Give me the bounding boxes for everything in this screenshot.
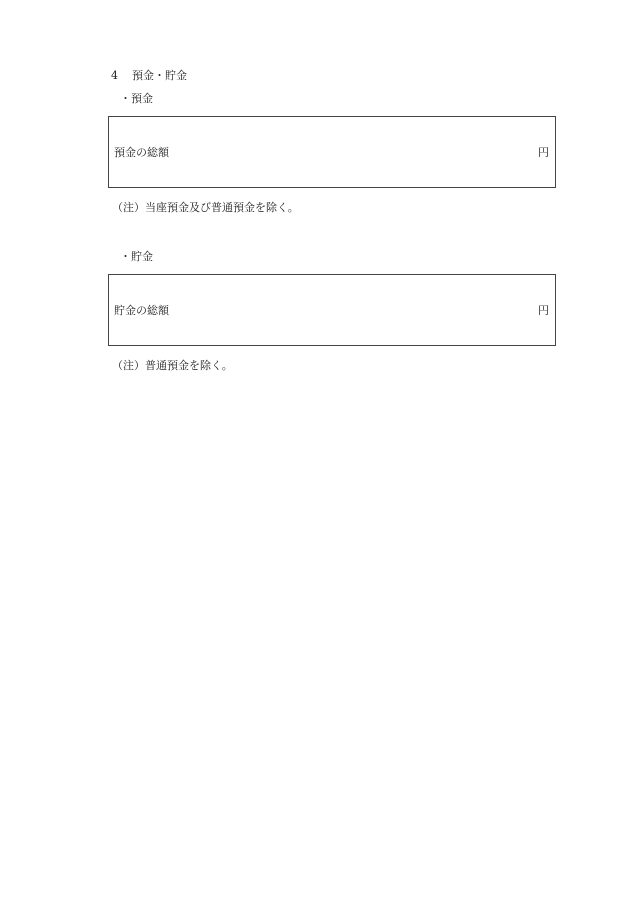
deposits-note: （注）当座預金及び普通預金を除く。 bbox=[112, 201, 299, 214]
section-title: 預金・貯金 bbox=[132, 69, 187, 82]
savings-note: （注）普通預金を除く。 bbox=[112, 359, 233, 372]
savings-unit: 円 bbox=[538, 304, 549, 317]
deposits-total-box[interactable] bbox=[108, 116, 556, 188]
savings-total-label: 貯金の総額 bbox=[114, 304, 169, 317]
deposits-total-label: 預金の総額 bbox=[114, 146, 169, 159]
savings-heading: ・貯金 bbox=[120, 250, 153, 263]
section-heading bbox=[111, 69, 187, 83]
section-number: 4 bbox=[111, 69, 118, 82]
savings-total-box[interactable] bbox=[108, 274, 556, 346]
deposits-heading: ・預金 bbox=[120, 92, 153, 105]
deposits-unit: 円 bbox=[538, 146, 549, 159]
